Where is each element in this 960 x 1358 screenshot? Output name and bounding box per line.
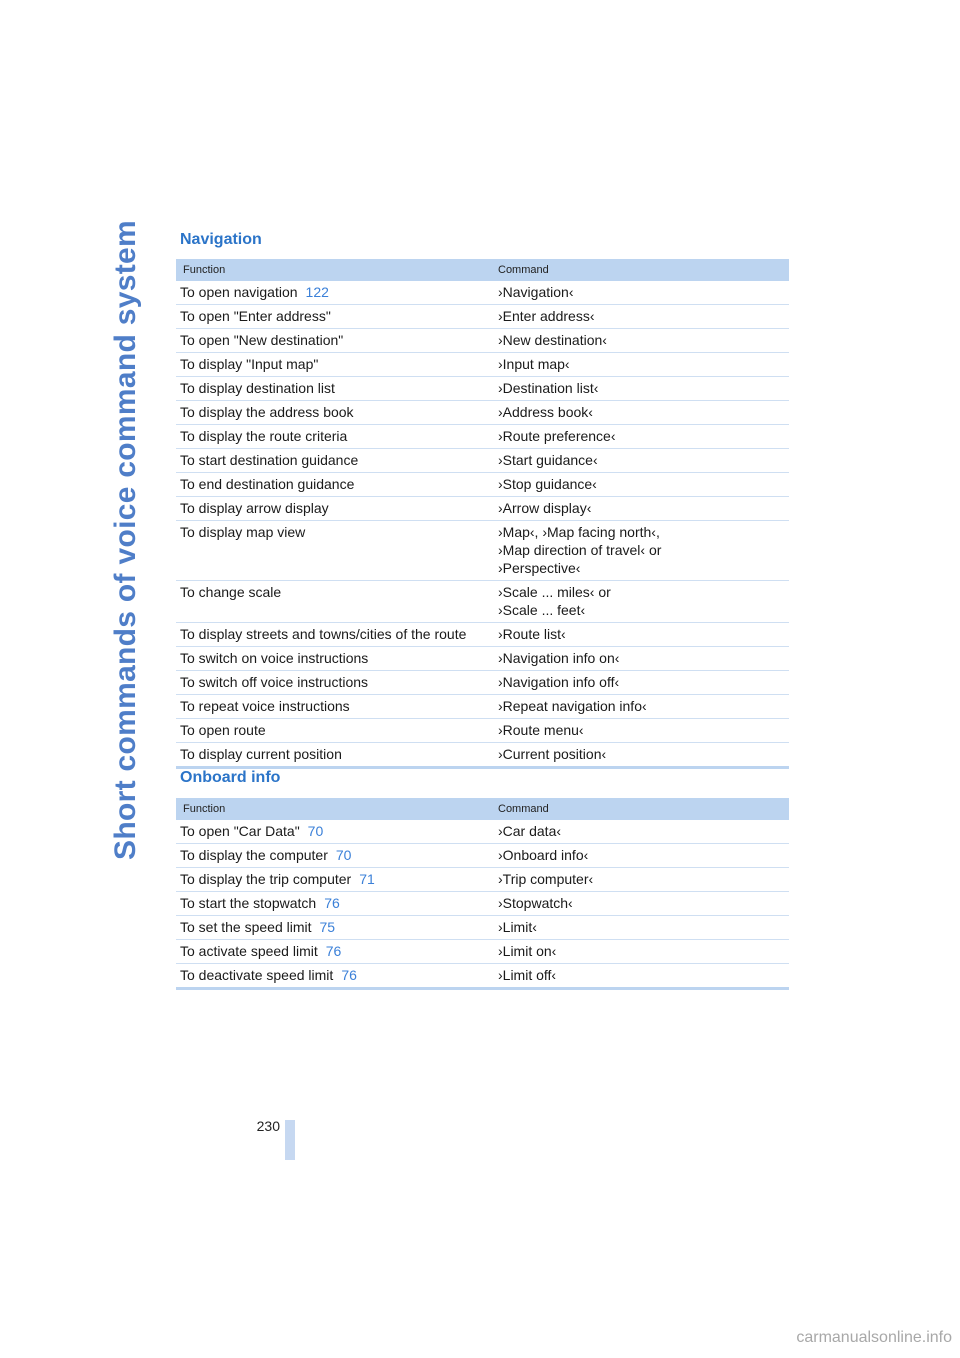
function-text: To end destination guidance (180, 476, 355, 492)
command-cell: ›Destination list‹ (494, 377, 789, 401)
table-row (176, 305, 789, 329)
column-header-function: Function (176, 798, 494, 820)
function-text: To open "New destination" (180, 332, 344, 348)
function-cell (176, 581, 494, 623)
command-cell: ›Scale ... miles‹ or ›Scale ... feet‹ (494, 581, 789, 623)
function-cell (176, 820, 494, 844)
page-reference-link[interactable]: 122 (305, 284, 329, 300)
function-cell (176, 521, 494, 581)
table-row (176, 281, 789, 305)
function-text: To display arrow display (180, 500, 329, 516)
function-text: To set the speed limit (180, 919, 312, 935)
command-cell: ›New destination‹ (494, 329, 789, 353)
table-row (176, 377, 789, 401)
function-cell (176, 695, 494, 719)
command-cell: ›Car data‹ (494, 820, 789, 844)
function-cell (176, 940, 494, 964)
function-text: To switch off voice instructions (180, 674, 369, 690)
onboard-info-command-table (176, 798, 789, 990)
function-cell (176, 473, 494, 497)
side-section-title (100, 220, 152, 860)
watermark: carmanualsonline.info (796, 1329, 952, 1346)
command-cell: ›Repeat navigation info‹ (494, 695, 789, 719)
table-row (176, 353, 789, 377)
function-cell (176, 401, 494, 425)
function-cell (176, 719, 494, 743)
function-cell (176, 305, 494, 329)
page-marker-bar (285, 1120, 295, 1160)
function-text: To activate speed limit (180, 943, 318, 959)
function-cell (176, 329, 494, 353)
function-text: To start destination guidance (180, 452, 359, 468)
command-cell: ›Current position‹ (494, 743, 789, 768)
function-text: To display current position (180, 746, 342, 762)
function-text: To open "Enter address" (180, 308, 331, 324)
table-row (176, 743, 789, 768)
command-cell: ›Navigation info off‹ (494, 671, 789, 695)
command-cell: ›Input map‹ (494, 353, 789, 377)
navigation-heading: Navigation (180, 231, 262, 248)
command-cell: ›Arrow display‹ (494, 497, 789, 521)
function-text: To display destination list (180, 380, 335, 396)
table-row (176, 449, 789, 473)
command-cell: ›Onboard info‹ (494, 844, 789, 868)
function-cell (176, 425, 494, 449)
table-row (176, 844, 789, 868)
table-header-row (176, 259, 789, 281)
table-row (176, 820, 789, 844)
page-reference-link[interactable]: 70 (307, 823, 324, 839)
function-text: To display the trip computer (180, 871, 352, 887)
side-section-title-text: Short commands of voice command system (109, 220, 142, 860)
table-row (176, 581, 789, 623)
function-text: To change scale (180, 584, 282, 600)
table-row (176, 940, 789, 964)
command-cell: ›Map‹, ›Map facing north‹, ›Map direction of travel‹ or ›Perspective‹ (494, 521, 789, 581)
table-row (176, 329, 789, 353)
function-cell (176, 868, 494, 892)
function-text: To deactivate speed limit (180, 967, 334, 983)
function-text: To display "Input map" (180, 356, 319, 372)
navigation-command-table (176, 259, 789, 769)
onboard-info-heading: Onboard info (180, 769, 281, 786)
page-number: 230 (256, 1118, 280, 1134)
function-cell (176, 964, 494, 989)
column-header-command: Command (494, 798, 789, 820)
table-row (176, 425, 789, 449)
function-cell (176, 623, 494, 647)
command-cell: ›Navigation‹ (494, 281, 789, 305)
table-row (176, 473, 789, 497)
command-cell: ›Start guidance‹ (494, 449, 789, 473)
function-cell (176, 449, 494, 473)
table-row (176, 868, 789, 892)
table-row (176, 892, 789, 916)
table-row (176, 695, 789, 719)
function-cell (176, 497, 494, 521)
table-row (176, 521, 789, 581)
table-row (176, 964, 789, 989)
command-cell: ›Route menu‹ (494, 719, 789, 743)
command-cell: ›Route list‹ (494, 623, 789, 647)
function-text: To switch on voice instructions (180, 650, 369, 666)
function-cell (176, 916, 494, 940)
function-cell (176, 353, 494, 377)
table-header-row (176, 798, 789, 820)
page-reference-link[interactable]: 71 (359, 871, 375, 887)
table-row (176, 671, 789, 695)
function-text: To display map view (180, 524, 306, 540)
function-text: To start the stopwatch (180, 895, 317, 911)
column-header-function: Function (176, 259, 494, 281)
page-reference-link[interactable]: 70 (335, 847, 352, 863)
command-cell: ›Limit‹ (494, 916, 789, 940)
table-row (176, 916, 789, 940)
table-row (176, 719, 789, 743)
function-text: To open route (180, 722, 266, 738)
function-cell (176, 671, 494, 695)
table-row (176, 497, 789, 521)
command-cell: ›Limit on‹ (494, 940, 789, 964)
page-reference-link[interactable]: 76 (325, 943, 342, 959)
function-text: To repeat voice instructions (180, 698, 350, 714)
function-cell (176, 281, 494, 305)
function-cell (176, 844, 494, 868)
command-cell: ›Enter address‹ (494, 305, 789, 329)
command-cell: ›Navigation info on‹ (494, 647, 789, 671)
column-header-command: Command (494, 259, 789, 281)
function-cell (176, 647, 494, 671)
command-cell: ›Route preference‹ (494, 425, 789, 449)
function-text: To display the address book (180, 404, 354, 420)
function-text: To display the route criteria (180, 428, 348, 444)
function-text: To display the computer (180, 847, 328, 863)
table-row (176, 623, 789, 647)
function-cell (176, 377, 494, 401)
command-cell: ›Stop guidance‹ (494, 473, 789, 497)
page-reference-link[interactable]: 76 (341, 967, 357, 983)
command-cell: ›Address book‹ (494, 401, 789, 425)
table-row (176, 647, 789, 671)
command-cell: ›Stopwatch‹ (494, 892, 789, 916)
command-cell: ›Trip computer‹ (494, 868, 789, 892)
function-text: To open "Car Data" (180, 823, 300, 839)
function-cell (176, 743, 494, 768)
table-row (176, 401, 789, 425)
function-text: To display streets and towns/cities of the route (180, 626, 467, 642)
command-cell: ›Limit off‹ (494, 964, 789, 989)
function-text: To open navigation (180, 284, 298, 300)
function-cell (176, 892, 494, 916)
page-reference-link[interactable]: 76 (324, 895, 340, 911)
page-reference-link[interactable]: 75 (319, 919, 336, 935)
